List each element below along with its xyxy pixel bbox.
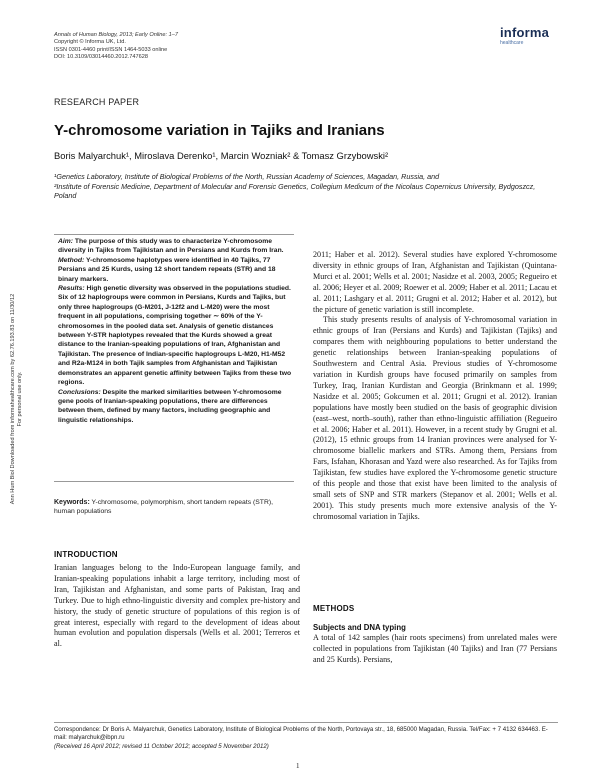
- method-text: Y-chromosome haplotypes were identified in 40 Tajiks, 77 Persians and 25 Kurds, using 12 short tandem repeats (STR) and 18 binary markers.: [58, 256, 276, 283]
- issn-line: ISSN 0301-4460 print/ISSN 1464-5033 online: [54, 46, 168, 53]
- paper-authors: Boris Malyarchuk¹, Miroslava Derenko¹, Marcin Wozniak² & Tomasz Grzybowski²: [54, 150, 389, 161]
- copyright-line: Copyright © Informa UK, Ltd.: [54, 39, 126, 46]
- introduction-paragraph-1: [54, 563, 300, 650]
- journal-metadata: [54, 32, 178, 62]
- subjects-subheading: Subjects and DNA typing: [313, 623, 406, 632]
- right-column-text: [313, 250, 557, 523]
- doi-line: DOI: 10.3109/03014460.2012.747628: [54, 54, 148, 61]
- journal-line: Annals of Human Biology, 2013; Early Online: 1–7: [54, 32, 178, 38]
- methods-heading: METHODS: [313, 604, 355, 613]
- logo-name: informa: [500, 25, 550, 40]
- results-label: Results:: [58, 285, 85, 293]
- received-dates: (Received 16 April 2012; revised 11 October 2012; accepted 5 November 2012): [54, 742, 269, 750]
- results-text: High genetic diversity was observed in the populations studied. Six of 12 haplogroups were common in Persians, Kurds and Tajiks, but only three haplogroups (G-M201, J-12f2 and L-M20) were the most frequent in all populations, comprising together ∼ 60% of the Y-chromosomes in the pooled data set. Analysis of genetic distances between Y-STR haplotypes revealed that the Kurds showed a great distance to the Iranian-speaking populations of Iran, Afghanistan and Tajikistan. The presence of Indian-specific haplogroups L-M20, H1-M52 and R2a-M124 in both Tajik samples from Afghanistan and Tajikistan demonstrates an apparent genetic affinity between Tajiks from these two regions.: [58, 285, 292, 387]
- affiliations: [54, 172, 554, 201]
- methods-paragraph-1: A total of 142 samples (hair roots specimens) from unrelated males were collected in populations from Tajikistan (40 Tajiks) and Iran (77 Persians and 25 Kurds). Persians,: [313, 633, 557, 664]
- paper-title: Y-chromosome variation in Tajiks and Iranians: [54, 122, 385, 139]
- affiliation-1: ¹Genetics Laboratory, Institute of Biological Problems of the North, Russian Academy of Sciences, Magadan, Russia, and: [54, 172, 440, 181]
- correspondence-block: [54, 726, 558, 751]
- footer-divider: [54, 722, 558, 723]
- page-number: 1: [296, 762, 300, 770]
- logo-sub: healthcare: [500, 40, 524, 46]
- aim-text: The purpose of this study was to characterize Y-chromosome diversity in Tajiks from Tajikistan and in Persians and Kurds from Iran.: [58, 238, 284, 255]
- conclusions-label: Conclusions:: [58, 388, 101, 396]
- keywords: [54, 498, 294, 517]
- abstract-method: [58, 256, 296, 284]
- introduction-para1-continued: 2011; Haber et al. 2012). Several studies have explored Y-chromosome diversity in ethnic groups of Iran, Afghanistan and Tajikistan (Quintana-Murci et al. 2001; Wells et al. 2001; Nasidze et al. 2003, 2005; Regueiro et al. 2006; Heyer et al. 2009; Roewer et al. 2009; Haber et al. 2011; Lacau et al. 2011; Lashgary et al. 2011; Grugni et al. 2012; Haber et al. 2012), but the picture of genetic variation is still incomplete.: [313, 250, 557, 314]
- download-side-note: [10, 269, 24, 529]
- publisher-logo: [500, 26, 560, 46]
- keywords-label: Keywords:: [54, 499, 90, 506]
- introduction-heading: INTRODUCTION: [54, 550, 118, 559]
- method-label: Method:: [58, 256, 85, 264]
- abstract-results: [58, 284, 296, 387]
- side-note-line2: For personal use only.: [17, 371, 23, 427]
- introduction-para1-text: Iranian languages belong to the Indo-European language family, and Iranian-speaking populations inhabit a large territory, including most of Iran, Tajikistan and Afghanistan, and some parts of Pakistan, Iraq and Turkey. Due to high ethno-linguistic diversity and complex pre-history and history, the study of genetic structure of populations of this region is of great interest, especially with regard to the development of ideas about human evolution and population dispersals (Wells et al. 2001; Terreros et al.: [54, 563, 300, 649]
- side-note-line1: Ann Hum Biol Downloaded from informahealthcare.com by 62.76.193.83 on 11/30/12: [10, 293, 16, 505]
- aim-label: Aim:: [58, 238, 73, 245]
- article-type: RESEARCH PAPER: [54, 97, 140, 107]
- affiliation-2: ²Institute of Forensic Medicine, Department of Molecular and Forensic Genetics, Collegium Medicum of the Nicolaus Copernicus University, Bydgoszcz, Poland: [54, 181, 536, 201]
- abstract-conclusions: [58, 388, 296, 426]
- abstract-aim: [58, 237, 296, 256]
- introduction-paragraph-2: This study presents results of analysis of Y-chromosomal variation in ethnic groups of Iran (Persians and Kurds) and Tajikistan (Tajiks) and compares them with neighbouring populations to better understand the genetic relationships between Iranian-speaking populations of Southwestern and Central Asia. Previous studies of Y-chromosome variation in Kurdish groups have focused primarily on samples from Turkey, Iraq, Iranian Kurdistan and Georgia (Brinkmann et al. 1999; Nasidze et al. 2005; Gokcumen et al. 2011; Grugni et al. 2012). Iranian populations have mostly been studied on the basis of geographic division (east–west, north–south), rather than ethno-linguistic affiliation (Regueiro et al. 2006; Haber et al. 2011). However, in a recent study by Grugni et al. (2012), 15 ethnic groups from 14 Iranian provinces were analysed for Y-chromosome biallelic markers and STRs. Among them, Persians from Fars, Isfahan, Khorasan and Yazd were also researched. As for Tajiks from Tajikistan, few studies have explored the Y-chromosome genetic structure of this people and those that exist have been limited to the analysis of small sets of SNP and STR markers (Stepanov et al. 2001; Wells et al. 2001). This study presents much more extensive analysis of the Y-chromosomal variation in Tajiks.: [313, 315, 557, 521]
- abstract: [58, 237, 296, 425]
- conclusions-text: Despite the marked similarities between Y-chromosome gene pools of Iranian-speaking populations, there are differences between them, defined by many factors, including geographic and linguistic relationships.: [58, 388, 282, 424]
- correspondence-text: Correspondence: Dr Boris A. Malyarchuk, Genetics Laboratory, Institute of Biological Problems of the North, Portovaya str., 18, 685000 Magadan, Russia. Tel/Fax: + 7 4132 634463. E-mail: malyarchuk@ibpn.ru: [54, 726, 548, 742]
- keywords-text: Y-chromosome, polymorphism, short tandem repeats (STR), human populations: [54, 499, 274, 516]
